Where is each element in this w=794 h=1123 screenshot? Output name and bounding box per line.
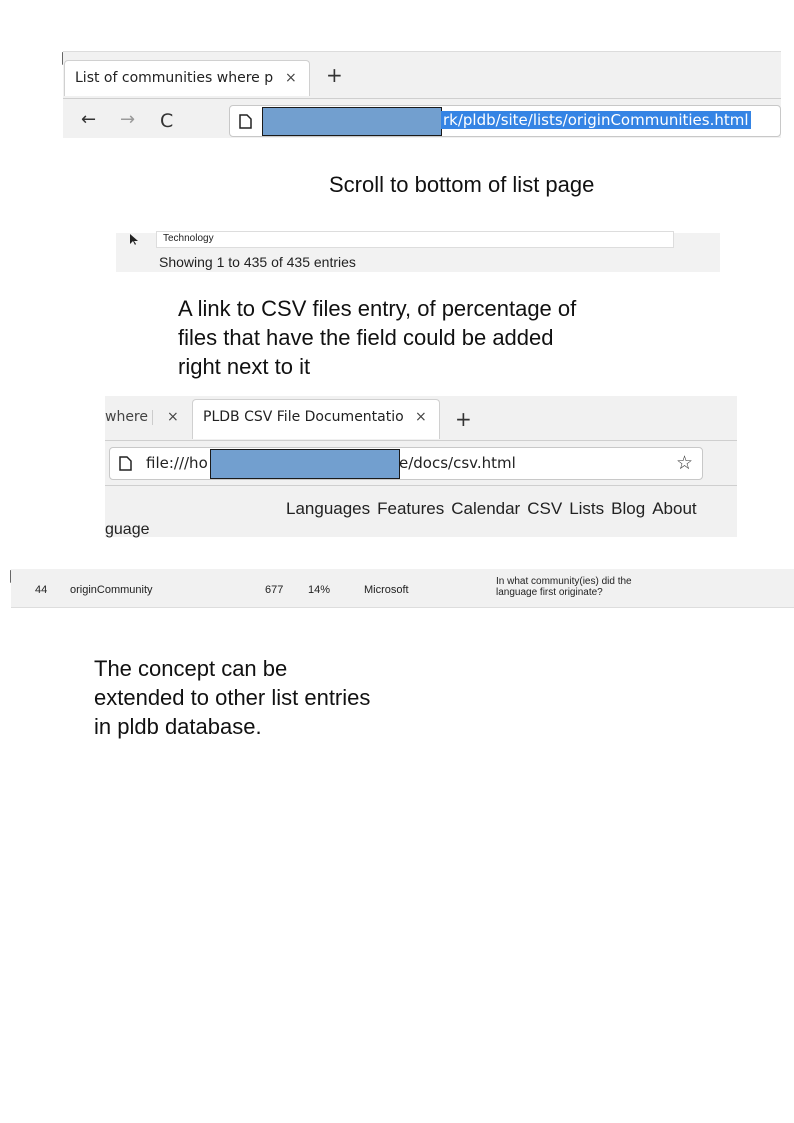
url-text-selected: rk/pldb/site/lists/originCommunities.html — [443, 111, 749, 129]
browser-tab-active[interactable] — [64, 60, 310, 96]
reload-icon[interactable]: C — [160, 110, 174, 132]
nav-link-csv[interactable]: CSV — [527, 499, 563, 518]
tab-close-icon[interactable]: × — [167, 409, 179, 425]
tab-title: PLDB CSV File Documentatio — [203, 409, 404, 425]
nav-link-calendar[interactable]: Calendar — [451, 499, 521, 518]
category-cell: Technology — [163, 233, 214, 244]
address-bar[interactable] — [229, 105, 781, 137]
field-percent: 14% — [308, 584, 331, 596]
back-arrow-icon[interactable]: ← — [81, 109, 97, 130]
forward-arrow-icon[interactable]: → — [120, 109, 136, 130]
list-page-bottom-screenshot — [116, 233, 720, 272]
bookmark-star-icon[interactable]: ☆ — [676, 452, 694, 474]
tab-inactive-title[interactable]: where — [105, 409, 148, 425]
csv-field-row-screenshot — [11, 569, 794, 608]
nav-link-lists[interactable]: Lists — [569, 499, 605, 518]
new-tab-icon[interactable]: + — [455, 407, 472, 431]
tab-close-icon[interactable]: × — [285, 70, 297, 86]
page-icon — [239, 114, 252, 134]
caption-scroll: Scroll to bottom of list page — [329, 172, 595, 197]
field-name: originCommunity — [70, 584, 153, 596]
url-text-start: file:///ho — [146, 454, 208, 472]
page-icon — [119, 456, 132, 476]
field-example: Microsoft — [364, 584, 409, 596]
tab-close-icon[interactable]: × — [415, 409, 427, 425]
row-number: 44 — [35, 584, 48, 596]
nav-link-about[interactable]: About — [652, 499, 697, 518]
tab-title: List of communities where p — [75, 70, 274, 86]
browser-tab-active[interactable] — [192, 399, 440, 439]
nav-link-blog[interactable]: Blog — [611, 499, 646, 518]
tab-fade-divider — [152, 410, 153, 425]
caption-extend-concept: The concept can be extended to other list entries in pldb database. — [94, 656, 371, 739]
site-nav — [286, 499, 704, 519]
mouse-cursor-small-icon — [129, 233, 139, 251]
url-text-end: e/docs/csv.html — [399, 454, 516, 472]
field-question: In what community(ies) did the language first originate? — [496, 576, 632, 598]
browser-screenshot-csv-docs — [105, 396, 737, 537]
redacted-url-box — [210, 449, 400, 479]
table-last-row — [156, 231, 674, 248]
entries-count-text: Showing 1 to 435 of 435 entries — [159, 254, 356, 270]
caption-link-suggestion: A link to CSV files entry, of percentage of files that have the field could be added right next to it — [178, 296, 577, 379]
field-count: 677 — [265, 584, 284, 596]
nav-link-languages[interactable]: Languages — [286, 499, 371, 518]
heading-fragment: guage — [105, 521, 150, 538]
new-tab-icon[interactable]: + — [326, 63, 343, 87]
redacted-url-box — [262, 107, 442, 136]
address-bar[interactable] — [109, 447, 703, 480]
nav-link-features[interactable]: Features — [377, 499, 445, 518]
browser-screenshot-origin-communities — [63, 51, 781, 138]
